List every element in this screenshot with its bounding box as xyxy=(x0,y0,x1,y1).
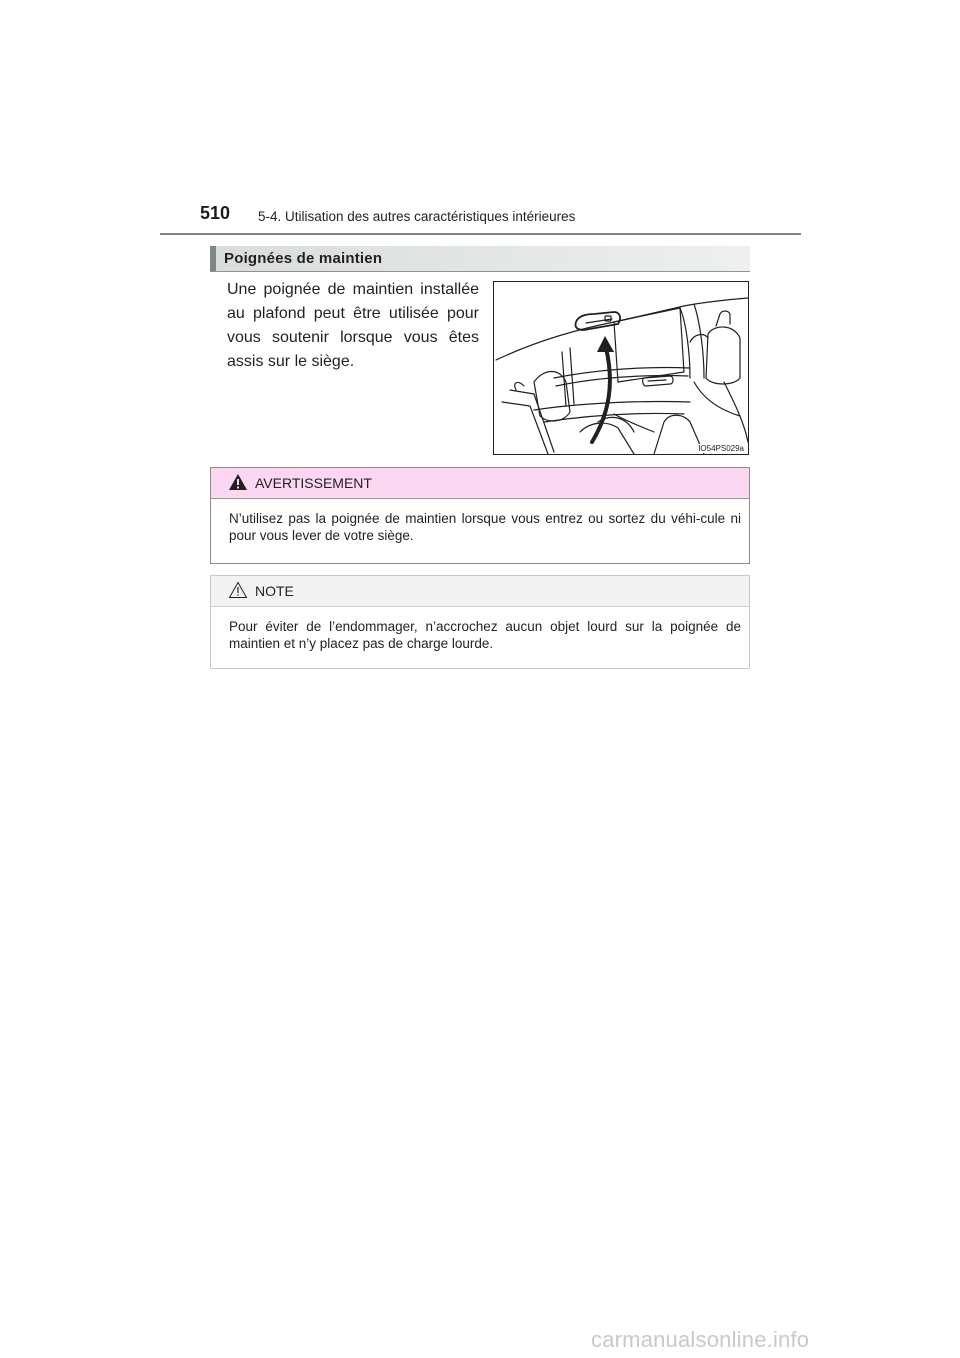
assist-grip-illustration xyxy=(493,281,749,455)
warning-text: N’utilisez pas la poignée de maintien lorsque vous entrez ou sortez du véhi-cule ni pour vous lever de votre siège. xyxy=(229,511,741,543)
section-heading: Poignées de maintien xyxy=(224,250,383,267)
section-header: 5-4. Utilisation des autres caractéristiques intérieures xyxy=(258,209,576,224)
watermark: carmanualsonline.info xyxy=(591,1327,810,1352)
warning-title-bar xyxy=(211,468,749,499)
warning-box xyxy=(210,467,750,564)
section-heading-bar xyxy=(210,246,750,272)
note-box xyxy=(210,575,750,669)
header-rule xyxy=(160,233,801,235)
body-paragraph: Une poignée de maintien installée au plafond peut être utilisée pour vous soutenir lorsque vous êtes assis sur le siège. xyxy=(227,281,479,370)
warning-triangle-icon xyxy=(228,473,248,491)
car-interior-drawing xyxy=(494,282,749,455)
caution-triangle-outline-icon xyxy=(228,581,248,599)
note-title: NOTE xyxy=(255,583,294,599)
heading-accent xyxy=(210,246,216,271)
warning-title: AVERTISSEMENT xyxy=(255,475,372,491)
page-number: 510 xyxy=(200,203,231,223)
note-text: Pour éviter de l’endommager, n’accrochez aucun objet lourd sur la poignée de maintien et n’y placez pas de charge lourde. xyxy=(229,619,741,651)
figure-code: IO54PS029a xyxy=(698,444,744,453)
note-title-bar xyxy=(211,576,749,607)
